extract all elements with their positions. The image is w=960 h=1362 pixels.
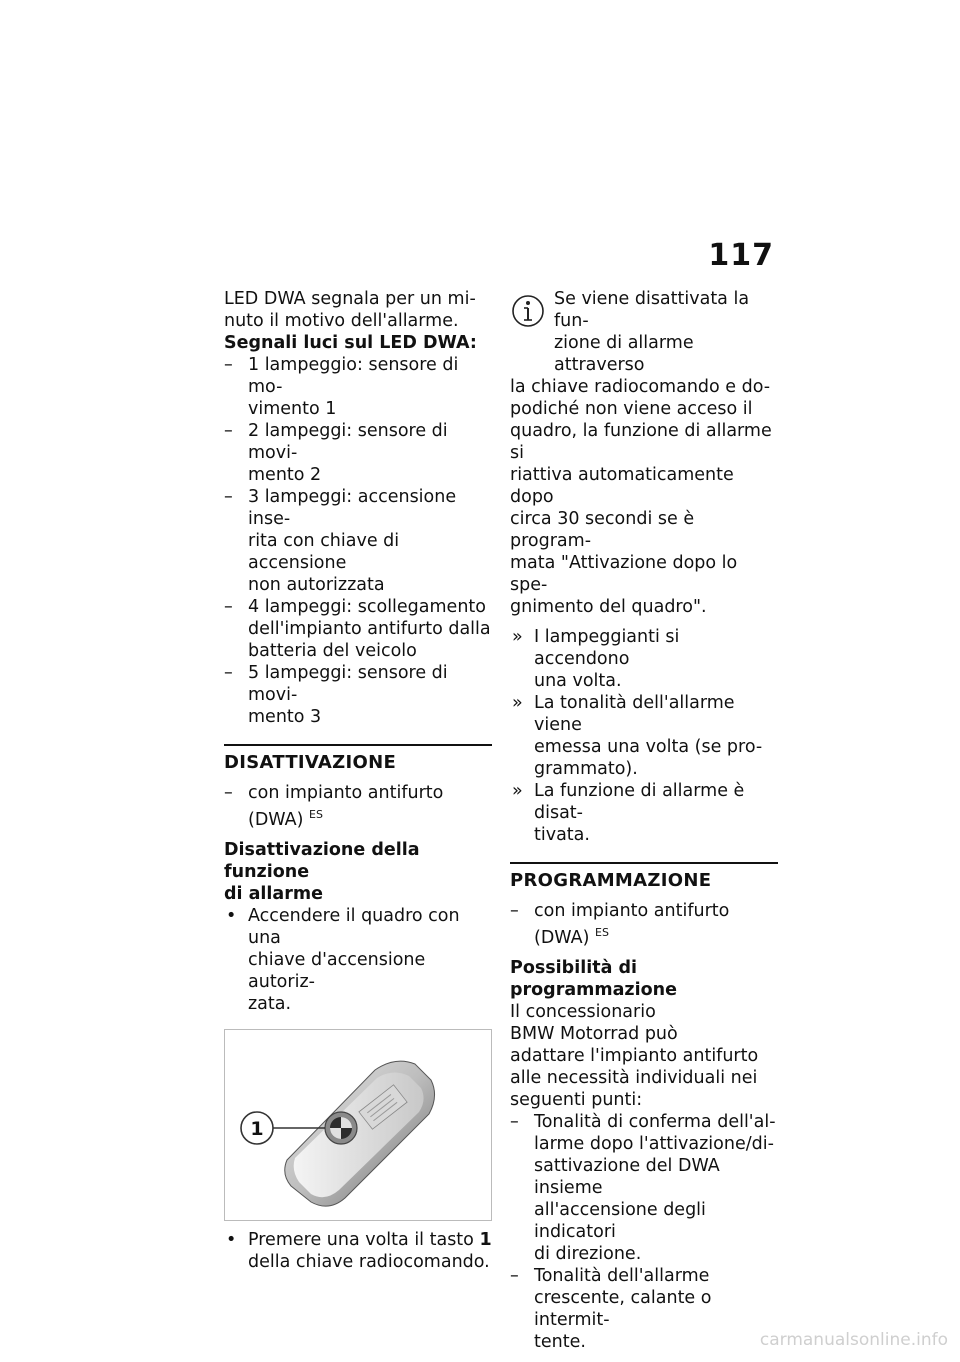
led-signal-text: vimento 1	[248, 399, 337, 419]
result-text: » La funzione di allarme è disat-	[534, 781, 745, 823]
option-text: larme dopo l'attivazione/di-	[534, 1133, 774, 1154]
result-item	[510, 780, 778, 846]
equipment-note	[510, 900, 778, 949]
info-line: gnimento del quadro".	[510, 597, 707, 617]
info-icon	[510, 292, 546, 332]
result-text: una volta.	[534, 671, 622, 691]
result-item	[510, 692, 778, 780]
equipment-text: – con impianto antifurto	[248, 783, 444, 803]
section-title-programmazione: PROGRAMMAZIONE	[510, 862, 778, 892]
body-line: adattare l'impianto antifurto	[510, 1045, 759, 1066]
left-column	[224, 288, 492, 1273]
led-signal-item	[224, 420, 492, 486]
led-signal-item	[224, 354, 492, 420]
info-line: zione di allarme attraverso	[554, 333, 694, 375]
equipment-code: (DWA)	[248, 809, 304, 830]
led-signal-text: – 2 lampeggi: sensore di movi-	[248, 421, 448, 463]
option-text: tente.	[534, 1331, 586, 1352]
key-figure	[224, 1029, 492, 1221]
info-line: mata "Attivazione dopo lo spe-	[510, 553, 738, 595]
step-text: della chiave radiocomando.	[248, 1251, 490, 1272]
option-text: sattivazione del DWA insieme	[534, 1155, 720, 1198]
sub-heading: di allarme	[224, 883, 323, 904]
equipment-sup: ES	[595, 926, 609, 939]
info-line: la chiave radiocomando e do-	[510, 377, 771, 397]
step-text: Premere una volta il tasto	[248, 1229, 480, 1250]
led-signals-heading: Segnali luci sul LED DWA:	[224, 333, 477, 353]
led-signal-text: dell'impianto antifurto dalla	[248, 619, 491, 639]
body-line: seguenti punti:	[510, 1089, 643, 1110]
sub-heading: Possibilità di programmazione	[510, 957, 677, 1000]
option-text: all'accensione degli indicatori	[534, 1199, 706, 1242]
led-signal-item	[224, 486, 492, 596]
led-signal-item	[224, 662, 492, 728]
intro-line: LED DWA segnala per un mi-	[224, 289, 476, 309]
option-item	[510, 1265, 778, 1353]
info-line: circa 30 secondi se è program-	[510, 509, 695, 551]
intro-line: nuto il motivo dell'allarme.	[224, 311, 459, 331]
led-signal-text: – 4 lampeggi: scollegamento	[248, 597, 486, 617]
led-signal-text: – 1 lampeggio: sensore di mo-	[248, 355, 459, 397]
result-text: » I lampeggianti si accendono	[534, 627, 680, 669]
step-text: • Accendere il quadro con una	[248, 905, 460, 948]
option-text: di direzione.	[534, 1243, 642, 1264]
body-line: BMW Motorrad può	[510, 1023, 678, 1044]
equipment-sup: ES	[309, 808, 323, 821]
step-text: chiave d'accensione autoriz-	[248, 949, 426, 992]
result-text: grammato).	[534, 759, 638, 779]
step-item	[224, 905, 492, 1015]
result-text: emessa una volta (se pro-	[534, 737, 763, 757]
watermark: carmanualsonline.info	[759, 1330, 948, 1350]
section-title-disattivazione: DISATTIVAZIONE	[224, 744, 492, 774]
page-number: 117	[708, 238, 774, 273]
option-item	[510, 1111, 778, 1265]
led-signal-text: mento 3	[248, 707, 322, 727]
led-signal-text: batteria del veicolo	[248, 641, 417, 661]
option-text: – Tonalità dell'allarme	[534, 1265, 710, 1286]
sub-heading: Disattivazione della funzione	[224, 839, 420, 882]
info-line: riattiva automaticamente dopo	[510, 465, 734, 507]
equipment-text: – con impianto antifurto	[534, 901, 730, 921]
equipment-note	[224, 782, 492, 831]
led-signal-text: mento 2	[248, 465, 322, 485]
figure-callout-label: 1	[250, 1117, 264, 1140]
result-item	[510, 626, 778, 692]
step-text: zata.	[248, 993, 292, 1014]
info-line: quadro, la funzione di allarme si	[510, 421, 772, 463]
option-text: crescente, calante o intermit-	[534, 1287, 712, 1330]
right-column	[510, 288, 778, 1353]
body-line: Il concessionario	[510, 1001, 656, 1022]
led-signal-text: – 3 lampeggi: accensione inse-	[248, 487, 457, 529]
key-reference: 1	[479, 1229, 492, 1250]
led-signal-text: – 5 lampeggi: sensore di movi-	[248, 663, 448, 705]
info-line: Se viene disattivata la fun-	[554, 289, 750, 331]
info-note	[510, 288, 778, 618]
step-item	[224, 1229, 492, 1273]
led-signal-item	[224, 596, 492, 662]
info-line: podiché non viene acceso il	[510, 399, 753, 419]
option-text: – Tonalità di conferma dell'al-	[534, 1111, 776, 1132]
body-line: alle necessità individuali nei	[510, 1067, 758, 1088]
result-text: tivata.	[534, 825, 590, 845]
result-text: » La tonalità dell'allarme viene	[534, 693, 735, 735]
led-signal-text: rita con chiave di accensione	[248, 531, 400, 573]
led-signal-text: non autorizzata	[248, 575, 385, 595]
equipment-code: (DWA)	[534, 927, 590, 948]
remote-key-illustration	[225, 1030, 491, 1220]
